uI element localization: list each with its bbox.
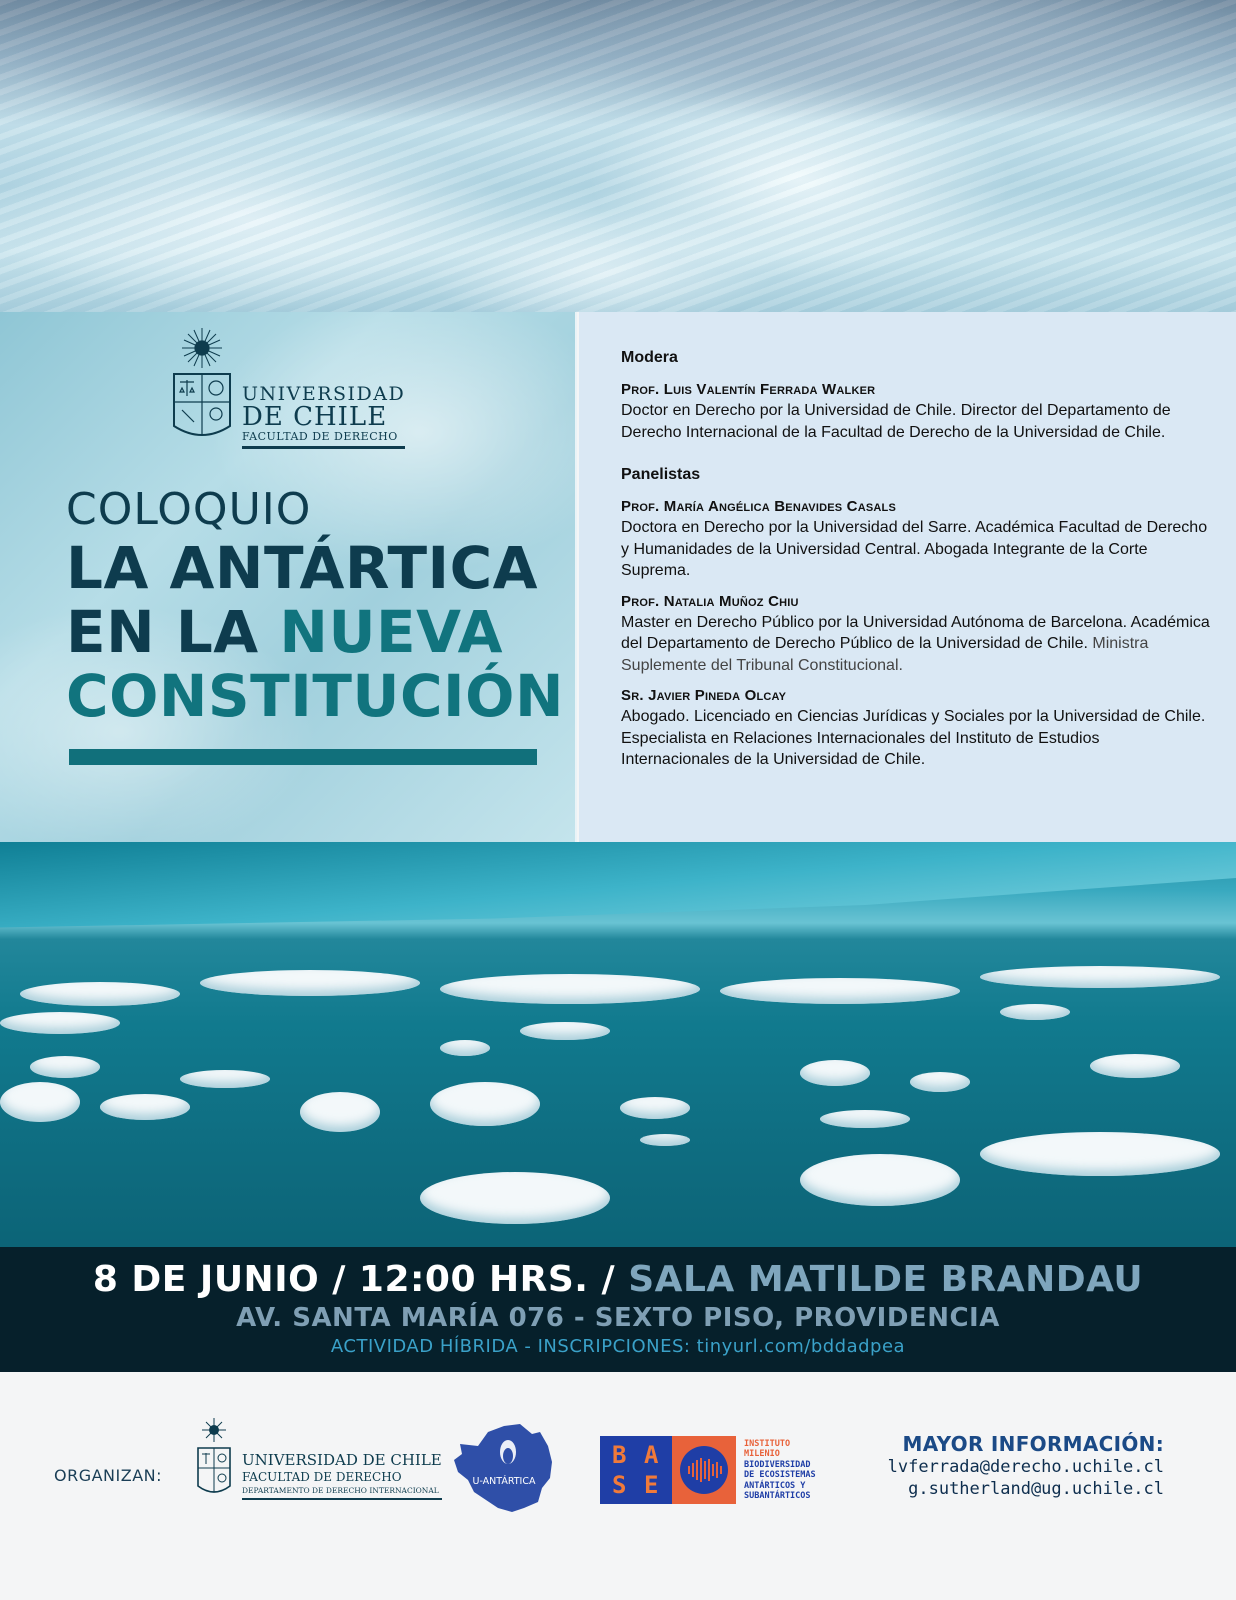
title-line2	[66, 600, 564, 664]
contact-heading: MAYOR INFORMACIÓN:	[902, 1432, 1164, 1456]
base-logo-mark	[600, 1436, 736, 1504]
address: AV. SANTA MARÍA 076 - SEXTO PISO, PROVIDENCIA	[236, 1303, 1000, 1333]
title-line3: CONSTITUCIÓN	[66, 662, 564, 730]
faculty-name: FACULTAD DE DERECHO	[242, 430, 405, 449]
university-logo	[172, 326, 405, 449]
date-time: 8 DE JUNIO / 12:00 HRS. /	[92, 1259, 629, 1300]
ice-floe	[720, 978, 960, 1004]
crest-icon	[172, 326, 232, 444]
ice-floe	[1090, 1054, 1180, 1078]
title-panel	[0, 312, 577, 842]
footer-university-logo	[196, 1416, 442, 1500]
crest-icon	[196, 1416, 232, 1498]
base-letter: S	[612, 1471, 627, 1499]
organizers-label: ORGANIZAN:	[54, 1466, 163, 1485]
base-text-line: INSTITUTO	[744, 1438, 791, 1449]
panelist-desc: Doctora en Derecho por la Universidad del Sarre. Académica Facultad de Derecho y Humanidades de la Universidad Central. Abogada Integrante de la Corte Suprema.	[621, 519, 1208, 579]
title-kicker: COLOQUIO	[66, 484, 312, 535]
panelist-desc: Abogado. Licenciado en Ciencias Jurídicas y Sociales por la Universidad de Chile. Especialista en Relaciones Internacionales del Instituto de Estudios Internacionales de la Universidad de Chile.	[621, 708, 1206, 768]
panelists-heading: Panelistas	[621, 466, 701, 483]
sea-ice-photo	[0, 842, 1236, 1247]
footer-department-name: DEPARTAMENTO DE DERECHO INTERNACIONAL	[242, 1485, 442, 1500]
ice-floe	[800, 1154, 960, 1206]
base-text-line: DE ECOSISTEMAS	[744, 1470, 816, 1480]
program-panel	[579, 312, 1236, 842]
speaker-list	[621, 348, 1211, 771]
base-text-line: ANTÁRTICOS Y	[744, 1480, 806, 1491]
panelist-name: Sr. Javier Pineda Olcay	[621, 687, 787, 704]
u-antartica-label: U-ANTÁRTICA	[472, 1476, 536, 1487]
contact-email[interactable]: g.sutherland@ug.uchile.cl	[908, 1479, 1164, 1499]
footer-faculty-name: FACULTAD DE DERECHO	[242, 1470, 402, 1484]
ice-floe	[200, 970, 420, 996]
ice-floe	[520, 1022, 610, 1040]
date-venue-line	[0, 1259, 1236, 1300]
university-name-line1: UNIVERSIDAD	[242, 383, 406, 405]
panelist-name: Prof. María Angélica Benavides Casals	[621, 498, 896, 515]
ice-floe	[300, 1092, 380, 1132]
ice-floe	[980, 1132, 1220, 1176]
ice-floe	[0, 1012, 120, 1034]
ice-floe	[910, 1072, 970, 1092]
footer	[0, 1372, 1236, 1600]
ice-floe	[180, 1070, 270, 1088]
ice-floe	[100, 1094, 190, 1120]
footer-university-name: UNIVERSIDAD DE CHILE	[242, 1451, 442, 1469]
ice-floe	[620, 1097, 690, 1119]
ice-floe	[440, 974, 700, 1004]
event-info-bar	[0, 1247, 1236, 1372]
u-antartica-logo	[452, 1422, 556, 1514]
ice-floe	[0, 1082, 80, 1122]
title-line1: LA ANTÁRTICA	[66, 534, 539, 602]
base-text-line: SUBANTÁRTICOS	[744, 1491, 811, 1501]
base-institute-logo	[600, 1436, 816, 1504]
contact-email[interactable]: lvferrada@derecho.uchile.cl	[887, 1457, 1164, 1477]
moderator-heading: Modera	[621, 349, 678, 366]
ice-floe	[640, 1134, 690, 1146]
soundwave-icon	[688, 1458, 722, 1482]
glacier-photo	[0, 0, 1236, 312]
ice-floe	[800, 1060, 870, 1086]
ice-floe	[420, 1172, 610, 1224]
ice-floe	[20, 982, 180, 1006]
ice-floe	[1000, 1004, 1070, 1020]
base-letter: A	[644, 1441, 659, 1469]
university-name-line2: DE CHILE	[242, 402, 388, 432]
ice-floe	[30, 1056, 100, 1078]
main-panel	[0, 312, 1236, 842]
registration-link[interactable]: ACTIVIDAD HÍBRIDA - INSCRIPCIONES: tinyurl.com/bddadpea	[330, 1336, 906, 1357]
base-text-line: MILENIO	[744, 1449, 780, 1459]
venue: SALA MATILDE BRANDAU	[628, 1259, 1144, 1300]
moderator-desc: Doctor en Derecho por la Universidad de Chile. Director del Departamento de Derecho Internacional de la Facultad de Derecho de la Universidad de Chile.	[621, 402, 1171, 441]
title-line2-b: NUEVA	[279, 598, 504, 666]
base-letter: B	[612, 1441, 627, 1469]
ice-floe	[820, 1110, 910, 1128]
event-title	[66, 484, 564, 728]
ice-floe	[430, 1082, 540, 1126]
panelist-desc-main: Master en Derecho Público por la Universidad Autónoma de Barcelona. Académica del Departamento de Derecho Público de la Universidad de Chile.	[621, 613, 1210, 652]
panelist-desc-extra: Ministra Suplemente del Tribunal Constitucional.	[621, 635, 1149, 674]
ice-floe	[980, 966, 1220, 988]
moderator-name: Prof. Luis Valentín Ferrada Walker	[621, 381, 876, 398]
title-underline	[69, 749, 537, 765]
ice-floe	[440, 1040, 490, 1056]
base-institute-name	[744, 1439, 816, 1502]
base-letter: E	[644, 1471, 659, 1499]
title-line2-a: EN LA	[66, 598, 280, 666]
contact-info	[888, 1432, 1164, 1500]
base-text-line: BIODIVERSIDAD	[744, 1459, 811, 1470]
panelist-name: Prof. Natalia Muñoz Chiu	[621, 592, 799, 610]
panelist-desc	[621, 612, 1211, 677]
ice-cave-ceiling	[0, 842, 1236, 932]
